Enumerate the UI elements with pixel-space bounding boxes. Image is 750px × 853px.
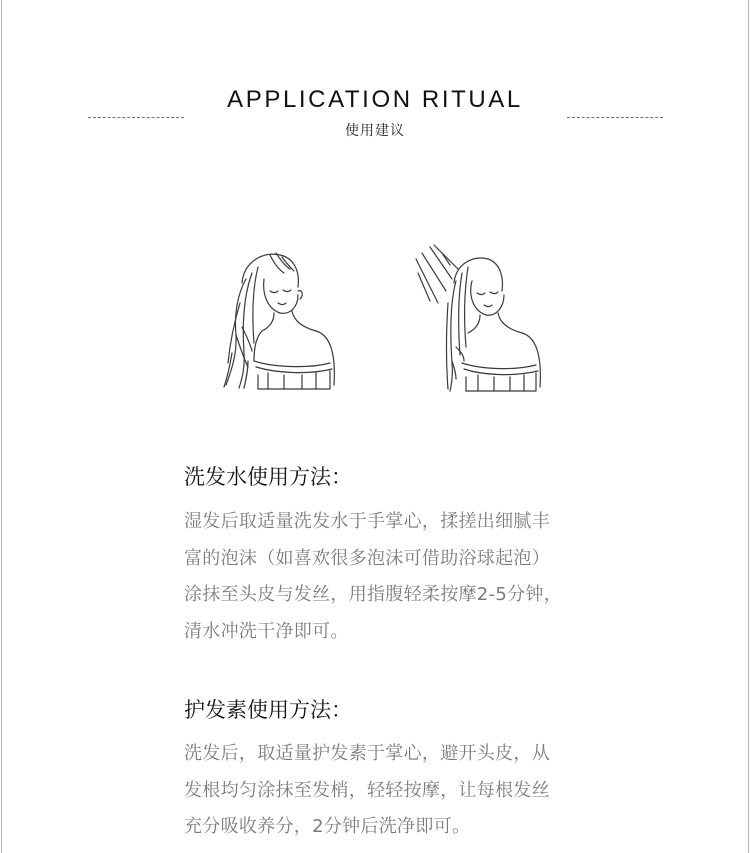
shampoo-usage-text: [184, 504, 614, 650]
text-line: 发根均匀涂抹至发梢，轻轻按摩，让每根发丝: [184, 779, 550, 801]
conditioner-usage-text: [184, 736, 614, 846]
text-line: 富的泡沫（如喜欢很多泡沫可借助浴球起泡）: [184, 547, 550, 569]
text-line: 清水冲洗干净即可。: [184, 620, 349, 642]
title-divider-left: [88, 117, 184, 118]
page-title: APPLICATION RITUAL: [227, 86, 523, 113]
shampoo-usage-heading: 洗发水使用方法：: [184, 465, 352, 489]
title-divider-right: [567, 117, 663, 118]
text-line: 充分吸收养分，2分钟后洗净即可。: [184, 816, 471, 837]
woman-rinsing-shower-icon: [412, 243, 542, 393]
conditioner-usage-heading: 护发素使用方法：: [184, 698, 352, 722]
page-subtitle: 使用建议: [345, 123, 405, 139]
woman-washing-hair-icon: [212, 243, 342, 393]
text-line: 洗发后，取适量护发素于掌心，避开头皮，从: [184, 743, 550, 764]
text-line: 涂抹至头皮与发丝，用指腹轻柔按摩2-5分钟，: [184, 584, 562, 605]
text-line: 湿发后取适量洗发水于手掌心，揉搓出细腻丰: [184, 511, 550, 532]
